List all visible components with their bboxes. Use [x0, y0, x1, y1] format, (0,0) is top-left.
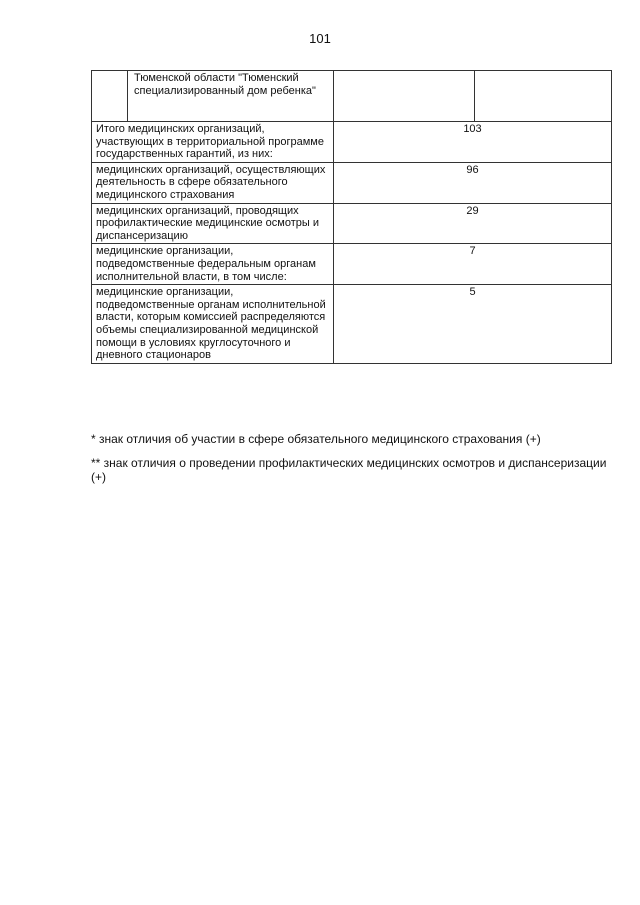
- row-value: 29: [334, 203, 612, 244]
- row-label: медицинских организаций, проводящих профилактические медицинские осмотры и диспансеризацию: [92, 203, 334, 244]
- oms-mark-cell: [334, 71, 475, 122]
- row-value: 5: [334, 285, 612, 364]
- table-row: [92, 71, 612, 122]
- row-value: 96: [334, 162, 612, 203]
- row-label: медицинских организаций, осуществляющих деятельность в сфере обязательного медицинского страхования: [92, 162, 334, 203]
- footnotes: [91, 432, 621, 485]
- table-row: [92, 244, 612, 285]
- organization-name-cell: Тюменской области "Тюменский специализированный дом ребенка": [128, 71, 334, 122]
- page-number: 101: [309, 31, 331, 46]
- table-row: [92, 203, 612, 244]
- row-label: Итого медицинских организаций, участвующих в территориальной программе государственных гарантий, из них:: [92, 122, 334, 163]
- table-row: [92, 122, 612, 163]
- row-label: медицинские организации, подведомственные федеральным органам исполнительной власти, в том числе:: [92, 244, 334, 285]
- row-label: медицинские организации, подведомственные органам исполнительной власти, которым комиссией распределяются объемы специализированной медицинской помощи в условиях круглосуточного и дневного стационаров: [92, 285, 334, 364]
- row-value: 103: [334, 122, 612, 163]
- table-row: [92, 285, 612, 364]
- index-cell: [92, 71, 128, 122]
- row-value: 7: [334, 244, 612, 285]
- prof-mark-cell: [475, 71, 612, 122]
- footnote-prof: ** знак отличия о проведении профилактических медицинских осмотров и диспансеризации (+): [91, 455, 607, 484]
- table-row: [92, 162, 612, 203]
- footnote-oms: * знак отличия об участии в сфере обязательного медицинского страхования (+): [91, 432, 541, 446]
- medical-organizations-table: [91, 70, 612, 364]
